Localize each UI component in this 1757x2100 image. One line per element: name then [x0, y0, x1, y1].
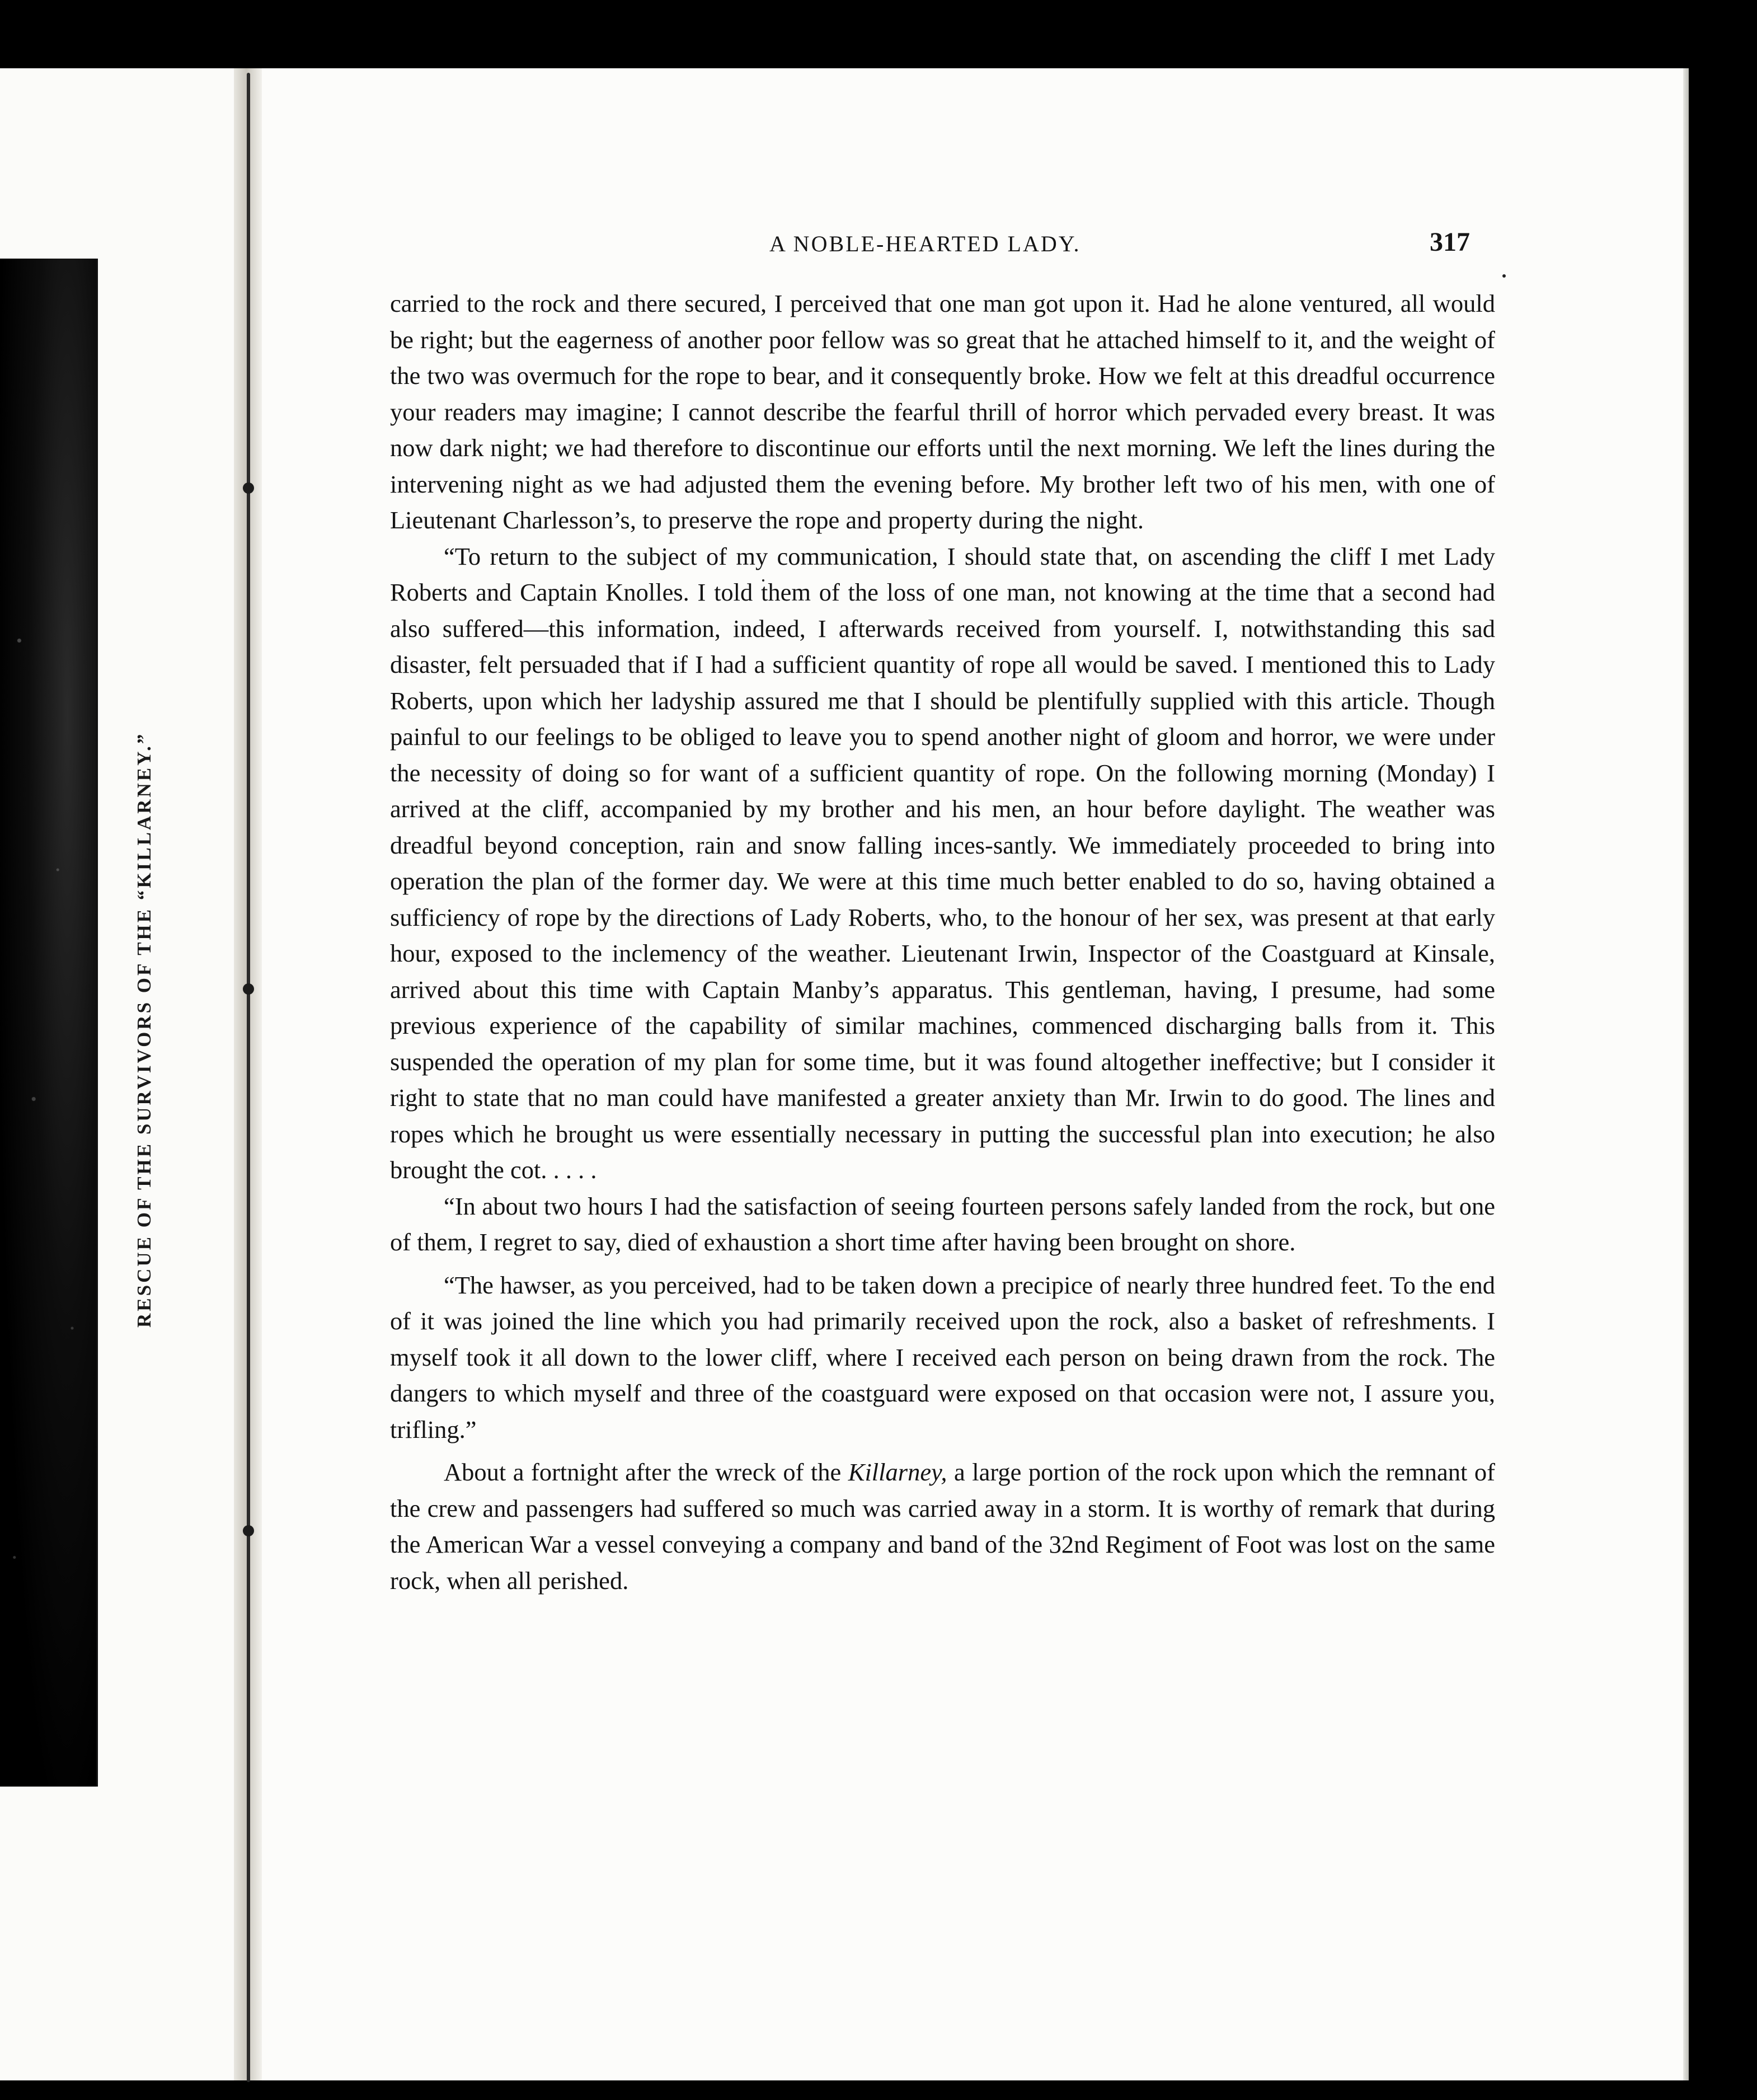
page-number: 317	[1430, 227, 1470, 257]
binding-stitch	[243, 983, 254, 995]
paragraph-text: About a fortnight after the wreck of the	[444, 1458, 848, 1486]
paragraph: “The hawser, as you perceived, had to be taken down a precipice of nearly three hundred feet. To the end of it was joined the line which you had primarily received upon the rock, also a basket of refreshments. I myself took it all down to the lower cliff, where I received each person on being drawn from the rock. The dangers to which myself and three of the coastguard were exposed on that occasion were not, I assure you, trifling.”	[390, 1271, 1495, 1443]
paragraph-final	[390, 1454, 1495, 1599]
paragraph: “In about two hours I had the satisfaction of seeing fourteen persons safely landed from the rock, but one of them, I regret to say, died of exhaustion a short time after having been brought on shore.	[390, 1192, 1495, 1256]
binding-thread	[247, 73, 250, 2082]
ship-name: Killarney,	[848, 1458, 947, 1486]
binding-stitch	[243, 482, 254, 494]
paragraph-text: a large portion of the rock upon which the remnant of the crew and passengers had suffered so much was carried away in a storm. It is worthy of remark that during the American War a vessel conveying a company and band of the 32nd Regiment of Foot was lost on the same rock, when all perished.	[390, 1458, 1495, 1595]
print-speck	[1502, 274, 1506, 278]
running-head: A NOBLE-HEARTED LADY.	[769, 231, 1081, 256]
paragraph: carried to the rock and there secured, I perceived that one man got upon it. Had he alone ventured, all would be right; but the eagerness of another poor fellow was so great that he attached himself to it, and the weight of the two was overmuch for the rope to bear, and it consequently broke. How we felt at this dreadful occurrence your readers may imagine; I cannot describe the fearful thrill of horror which pervaded every breast. It was now dark night; we had therefore to discontinue our efforts until the next morning. We left the lines during the intervening night as we had adjusted them the evening before. My brother left two of his men, with one of Lieutenant Charlesson’s, to preserve the rope and property during the night.	[390, 289, 1495, 534]
plate-illustration	[0, 259, 98, 1787]
plate-caption: RESCUE OF THE SURVIVORS OF THE “KILLARNEY.”	[133, 732, 155, 1328]
binding-stitch	[243, 1525, 254, 1536]
paragraph: “To return to the subject of my communication, I should state that, on ascending the cliff I met Lady Roberts and Captain Knolles. I told them of the loss of one man, not knowing at the time that a second had also suffered—this information, indeed, I afterwards received from yourself. I, notwithstanding this sad disaster, felt persuaded that if I had a sufficient quantity of rope all would be saved. I mentioned this to Lady Roberts, upon which her ladyship assured me that I should be plentifully supplied with this article. Though painful to our feelings to be obliged to leave you to spend another night of gloom and horror, we were under the necessity of doing so for want of a sufficient quantity of rope. On the following morning (Monday) I arrived at the cliff, accompanied by my brother and his men, an hour before daylight. The weather was dreadful beyond conception, rain and snow falling inces-santly. We immediately proceeded to bring into operation the plan of the former day. We were at this time much better enabled to do so, having obtained a sufficiency of rope by the directions of Lady Roberts, who, to the honour of her sex, was present at that early hour, exposed to the inclemency of the weather. Lieutenant Irwin, Inspector of the Coastguard at Kinsale, arrived about this time with Captain Manby’s apparatus. This gentleman, having, I presume, had some previous experience of the capability of similar machines, commenced discharging balls from it. This suspended the operation of my plan for some time, but it was found altogether ineffective; but I consider it right to state that no man could have manifested a greater anxiety than Mr. Irwin to do good. The lines and ropes which he brought us were essentially necessary in putting the successful plan into execution; he also brought the cot. . . . .	[390, 542, 1495, 1184]
body-text	[390, 285, 1495, 1599]
page-edge	[1683, 68, 1689, 2080]
